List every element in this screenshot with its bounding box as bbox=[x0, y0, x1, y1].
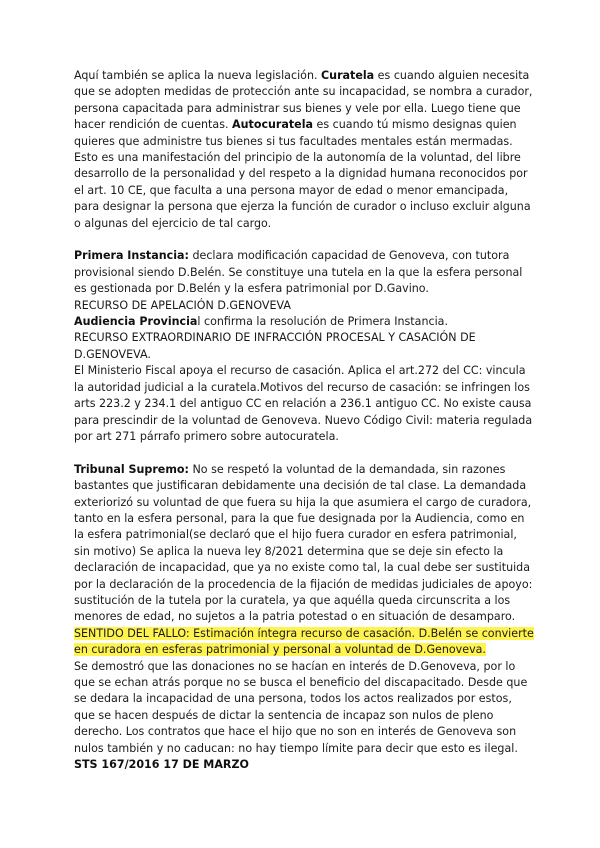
text: l confirma la resolución de Primera Instancia. bbox=[197, 315, 448, 329]
line-recurso-extraordinario: RECURSO EXTRAORDINARIO DE INFRACCIÓN PROCESAL Y CASACIÓN DE D.GENOVEVA. bbox=[74, 331, 476, 361]
citation-text: STS 167/2016 17 DE MARZO bbox=[74, 758, 249, 772]
term-autocuratela: Autocuratela bbox=[232, 118, 313, 132]
text: No se respetó la voluntad de la demandada, sin razones bastantes que justificaran debidamente una decisión de tal clase. La demandada exteriorizó su voluntad de que fuera su hija la que asumiera el cargo de curadora, tanto en la esfera personal, para la que fue designada por la Audiencia, como en la esfera patrimonial(se declaró que el hijo fuera curador en esfera patrimonial, sin motivo) Se aplica la nueva ley 8/2021 determina que se deje sin efecto la declaración de incapacidad, que ya no existe como tal, la cual debe ser sustituida por la declaración de la procedencia de la fijación de medidas judiciales de apoyo: sustitución de la tutela por la curatela, ya que aquélla queda circunscrita a los menores de edad, no sujetos a la patria potestad o en situación de desamparo. bbox=[74, 462, 533, 624]
term-curatela: Curatela bbox=[321, 69, 375, 82]
paragraph-donaciones: Se demostró que las donaciones no se hacían en interés de D.Genoveva, por lo que se echan atrás porque no se busca el beneficio del discapacitado. Desde que se dedara la incapacidad de una persona, todos los actos realizados por estos, que se hacen después de dictar la sentencia de incapaz son nulos de pleno derecho. Los contratos que hace el hijo que no son en interés de Genoveva son nulos también y no caducan: no hay tiempo límite para decir que esto es ilegal. bbox=[74, 659, 528, 755]
paragraph-ministerio-fiscal: El Ministerio Fiscal apoya el recurso de casación. Aplica el art.272 del CC: vincula la autoridad judicial a la curatela.Motivos del recurso de casación: se infringen los arts 223.2 y 234.1 del antiguo CC en relación a 236.1 antiguo CC. No existe causa para prescindir de la voluntad de Genoveva. Nuevo Código Civil: materia regulada por art 271 párrafo primero sobre autocuratela. bbox=[74, 364, 533, 443]
line-recurso-apelacion: RECURSO DE APELACIÓN D.GENOVEVA bbox=[74, 298, 291, 312]
highlighted-fallo: SENTIDO DEL FALLO: Estimación íntegra recurso de casación. D.Belén se convierte en curadora en esferas patrimonial y personal a voluntad de D.Genoveva. bbox=[74, 626, 534, 657]
paragraph-gap bbox=[74, 232, 534, 248]
paragraph-curatela bbox=[74, 68, 534, 232]
text: es cuando alguien necesita que se adopten medidas de protección ante su incapacidad, se nombra a curador, persona capacitada para administrar sus bienes y vele por ella. Luego tiene que hacer rendición de cuentas. bbox=[74, 69, 533, 132]
text: es cuando tú mismo designas quien quieres que administre tus bienes si tus facultades mentales están mermadas. Esto es una manifestación del principio de la autonomía de la voluntad, del libre desarrollo de la personalidad y del respeto a la dignidad humana reconocidos por el art. 10 CE, que faculta a una persona mayor de edad o menor emancipada, para designar la persona que ejerza la función de curador o incluso excluir alguna o algunas del ejercicio de tal cargo. bbox=[74, 118, 531, 230]
paragraph-audiencia bbox=[74, 314, 534, 330]
paragraph-tribunal-supremo bbox=[74, 462, 534, 659]
citation-sts bbox=[74, 757, 534, 773]
heading-audiencia-provincial: Audiencia Provincia bbox=[74, 315, 198, 329]
heading-tribunal-supremo: Tribunal Supremo: bbox=[74, 462, 189, 476]
document-page bbox=[74, 68, 534, 773]
text: Aquí también se aplica la nueva legislación. bbox=[74, 69, 322, 82]
paragraph-primera-instancia bbox=[74, 248, 534, 297]
paragraph-gap bbox=[74, 445, 534, 461]
heading-primera-instancia: Primera Instancia: bbox=[74, 249, 189, 263]
text: declara modificación capacidad de Genoveva, con tutora provisional siendo D.Belén. Se constituye una tutela en la que la esfera personal es gestionada por D.Belén y la esfera patrimonial por D.Gavino. bbox=[74, 249, 523, 296]
